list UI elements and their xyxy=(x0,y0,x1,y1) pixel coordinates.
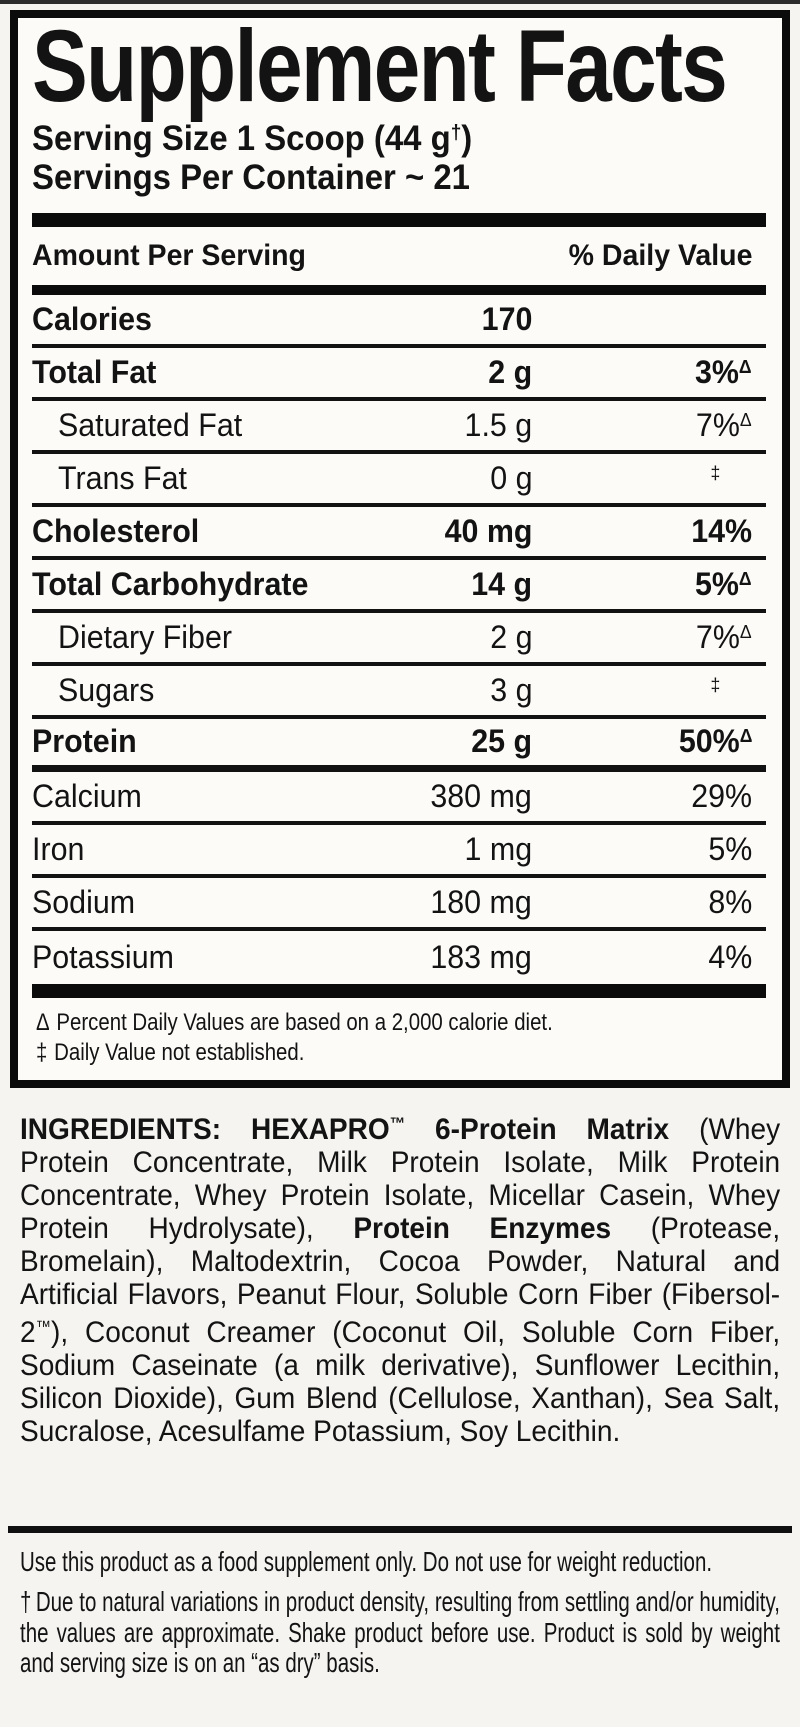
nutrient-table xyxy=(32,295,766,984)
nutrient-daily-value: 8% xyxy=(708,883,752,920)
nutrient-amount: 3 g xyxy=(489,671,532,708)
nutrient-row-protein xyxy=(32,719,766,772)
nutrient-amount: 380 mg xyxy=(430,777,532,814)
nutrient-row-sodium xyxy=(32,878,766,931)
thick-divider-top xyxy=(32,213,766,227)
thick-divider-bottom xyxy=(32,984,766,998)
nutrient-name: Potassium xyxy=(32,938,174,975)
nutrient-daily-value: ‡ xyxy=(710,461,720,483)
nutrient-daily-value: 50%$^\Delta$ xyxy=(678,723,752,760)
separator-line xyxy=(8,1526,792,1533)
density-note-text: Due to natural variations in product density, resulting from settling and/or humidity, the values are approximate. Shake product before use. Product is sold by weight and serving size is on an “as dry” basis. xyxy=(20,1586,780,1679)
nutrient-daily-value: 14% xyxy=(691,512,752,549)
nutrient-row-dietary-fiber xyxy=(32,613,766,666)
nutrient-name: Trans Fat xyxy=(58,459,187,496)
nutrient-amount: 2 g xyxy=(488,353,532,390)
nutrient-row-calcium xyxy=(32,772,766,825)
panel-title xyxy=(32,9,766,123)
dagger-mark: † xyxy=(20,1586,32,1618)
ingredients-list-part2: (Protease, Bromelain), Maltodextrin, Cocoa Powder, Natural and Artificial Flavors, Peanut Flour, Soluble Corn Fiber (Fibersol-2 xyxy=(20,1211,781,1349)
trademark-symbol: ™ xyxy=(35,1317,52,1336)
double-dagger-mark: ‡ xyxy=(36,1038,48,1066)
protein-matrix-label: 6-Protein Matrix xyxy=(405,1112,700,1146)
supplement-facts-panel xyxy=(10,10,790,1088)
nutrient-amount: 1 mg xyxy=(464,830,532,867)
nutrient-name: Sodium xyxy=(32,883,136,920)
nutrient-name: Sugars xyxy=(58,671,155,708)
nutrient-name: Calcium xyxy=(32,777,142,814)
nutrient-amount: 2 g xyxy=(489,618,532,655)
nutrient-name: Total Fat xyxy=(32,353,157,390)
serving-size-text: Serving Size 1 Scoop (44 g xyxy=(32,118,451,158)
nutrient-daily-value: ‡ xyxy=(710,673,720,695)
density-note xyxy=(20,1587,780,1679)
nutrient-row-iron xyxy=(32,825,766,878)
serving-size-close: ) xyxy=(461,118,473,158)
nutrient-row-trans-fat xyxy=(32,454,766,507)
nutrient-row-cholesterol xyxy=(32,507,766,560)
nutrient-name: Protein xyxy=(32,723,137,760)
nutrient-daily-value xyxy=(532,301,766,338)
nutrient-row-potassium xyxy=(32,931,766,984)
ingredients-list-part3: ), Coconut Creamer (Coconut Oil, Soluble Corn Fiber, Sodium Caseinate (a milk derivative), Sunflower Lecithin, Silicon Dioxide), Gum Blend (Cellulose, Xanthan), Sea Salt, Sucralose, Acesulfame Potassium, Soy Lecithin. xyxy=(20,1315,781,1448)
nutrient-daily-value: 7%$^\Delta$ xyxy=(696,406,752,443)
nutrient-amount: 40 mg xyxy=(444,512,532,549)
nutrient-row-calories xyxy=(32,295,766,348)
thick-divider-header xyxy=(32,285,766,295)
column-header-row xyxy=(32,227,766,285)
nutrient-daily-value: 7%$^\Delta$ xyxy=(696,618,752,655)
servings-per-container-text: Servings Per Container ~ 21 xyxy=(32,157,470,197)
nutrient-name: Cholesterol xyxy=(32,512,200,549)
protein-enzymes-label: Protein Enzymes xyxy=(353,1211,612,1245)
nutrient-amount: 0 g xyxy=(489,459,532,496)
servings-per-container-line xyxy=(32,158,766,197)
nutrient-amount: 183 mg xyxy=(430,938,532,975)
top-edge-line xyxy=(0,0,800,4)
footnote-daily-values: Δ Percent Daily Values are based on a 2,000 calorie diet. xyxy=(36,1008,553,1036)
dagger-superscript: † xyxy=(450,121,462,144)
nutrient-amount: 25 g xyxy=(471,723,532,760)
nutrient-row-sugars xyxy=(32,666,766,719)
nutrient-daily-value: 29% xyxy=(691,777,752,814)
amount-per-serving-header: Amount Per Serving xyxy=(32,238,306,272)
nutrient-name: Total Carbohydrate xyxy=(32,565,309,602)
nutrient-name: Dietary Fiber xyxy=(58,618,232,655)
nutrient-amount: 180 mg xyxy=(430,883,532,920)
nutrient-daily-value: 5% xyxy=(708,830,752,867)
triangle-mark: Δ xyxy=(36,1008,50,1036)
nutrient-row-total-fat xyxy=(32,348,766,401)
nutrient-daily-value: 5%$^\Delta$ xyxy=(695,565,752,602)
nutrient-row-saturated-fat xyxy=(32,401,766,454)
nutrient-amount: 14 g xyxy=(471,565,532,602)
footnote-not-established: ‡ Daily Value not established. xyxy=(36,1038,305,1066)
ingredients-paragraph xyxy=(20,1108,780,1448)
usage-note: Use this product as a food supplement only. Do not use for weight reduction. xyxy=(20,1545,713,1577)
nutrient-name: Saturated Fat xyxy=(58,406,243,443)
nutrient-name: Iron xyxy=(32,830,85,867)
trademark-symbol: ™ xyxy=(389,1114,406,1133)
nutrient-amount: 1.5 g xyxy=(464,406,532,443)
ingredients-list-part1: (Whey Protein Concentrate, Milk Protein Isolate, Milk Protein Concentrate, Whey Protein Isolate, Micellar Casein, Whey Protein Hydrolysate), xyxy=(20,1112,781,1245)
percent-daily-value-header: % Daily Value xyxy=(568,238,752,272)
panel-footnotes xyxy=(32,998,766,1072)
ingredients-heading: INGREDIENTS: HEXAPRO xyxy=(20,1112,390,1146)
nutrient-row-total-carbohydrate xyxy=(32,560,766,613)
nutrient-daily-value: 4% xyxy=(708,938,752,975)
nutrient-name: Calories xyxy=(32,300,152,337)
nutrient-amount: 170 xyxy=(481,300,532,337)
panel-title-text: Supplement Facts xyxy=(32,9,727,123)
nutrient-daily-value: 3%$^\Delta$ xyxy=(695,353,752,390)
